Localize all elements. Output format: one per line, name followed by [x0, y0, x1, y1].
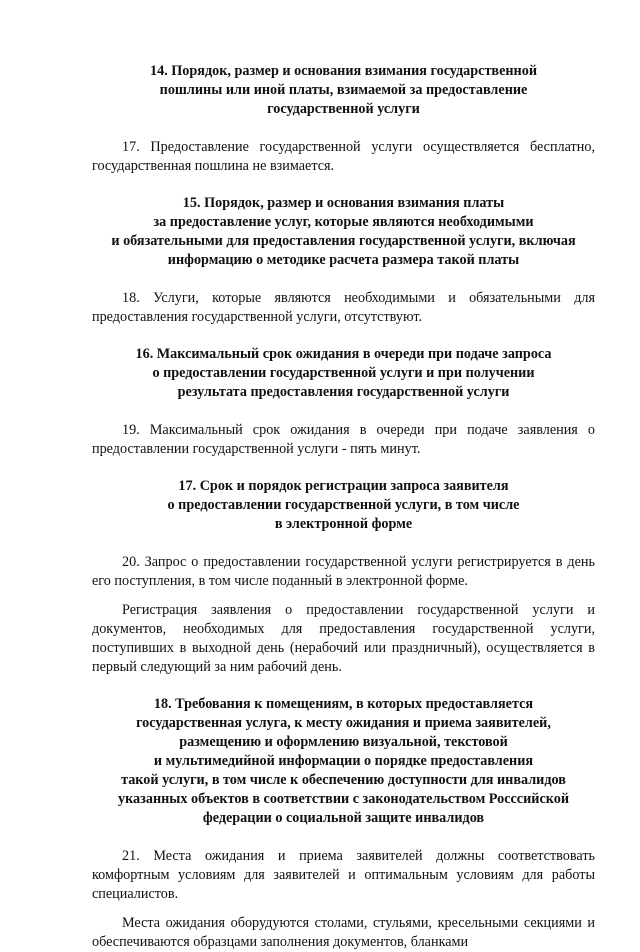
section-heading-18 — [92, 695, 595, 828]
heading-line: и обязательными для предоставления государственной услуги, включая — [111, 233, 576, 249]
heading-line: 14. Порядок, размер и основания взимания государственной — [149, 63, 538, 79]
section-heading-14 — [92, 62, 595, 119]
heading-line: государственной услуги — [267, 101, 420, 117]
paragraph-18: 18. Услуги, которые являются необходимыми и обязательными для предоставления государственной услуги, отсутствуют. — [92, 290, 595, 325]
heading-line: за предоставление услуг, которые являются необходимыми — [153, 214, 534, 230]
section-heading-17 — [92, 477, 595, 534]
heading-line: 17. Срок и порядок регистрации запроса заявителя — [178, 478, 509, 494]
paragraph-registration: Регистрация заявления о предоставлении государственной услуги и документов, необходимых для предоставления государственной услуги, поступивших в выходной день (нерабочий или праздничный), осуществляется в первый следующий за ним рабочий день. — [92, 602, 595, 675]
section-heading-15 — [92, 194, 595, 270]
section-heading-16 — [92, 345, 595, 402]
heading-line: федерации о социальной защите инвалидов — [202, 810, 485, 826]
heading-line: и мультимедийной информации о порядке предоставления — [153, 753, 534, 769]
paragraph-waiting-places: Места ожидания оборудуются столами, стульями, кресельными секциями и обеспечиваются образцами заполнения документов, бланками — [92, 915, 595, 950]
paragraph-17: 17. Предоставление государственной услуги осуществляется бесплатно, государственная пошлина не взимается. — [92, 139, 595, 174]
heading-line: пошлины или иной платы, взимаемой за предоставление — [159, 82, 528, 98]
heading-line: такой услуги, в том числе к обеспечению доступности для инвалидов — [121, 772, 566, 788]
heading-line: 15. Порядок, размер и основания взимания платы — [182, 195, 505, 211]
heading-line: размещению и оформлению визуальной, текстовой — [179, 734, 508, 750]
heading-line: указанных объектов в соответствии с законодательством Росссийской — [118, 791, 569, 807]
heading-line: информацию о методике расчета размера такой платы — [167, 252, 520, 268]
heading-line: в электронной форме — [274, 516, 413, 532]
heading-line: 18. Требования к помещениям, в которых предоставляется — [153, 696, 534, 712]
heading-line: 16. Максимальный срок ожидания в очереди при подаче запроса — [135, 346, 552, 362]
paragraph-19: 19. Максимальный срок ожидания в очереди при подаче заявления о предоставлении государственной услуги - пять минут. — [92, 422, 595, 457]
heading-line: о предоставлении государственной услуги, в том числе — [167, 497, 520, 513]
paragraph-21: 21. Места ожидания и приема заявителей должны соответствовать комфортным условиям для заявителей и оптимальным условиям для работы специалистов. — [92, 848, 595, 902]
heading-line: о предоставлении государственной услуги и при получении — [152, 365, 535, 381]
heading-line: государственная услуга, к месту ожидания и приема заявителей, — [136, 715, 551, 731]
paragraph-20: 20. Запрос о предоставлении государственной услуги регистрируется в день его поступления, в том числе поданный в электронной форме. — [92, 554, 595, 589]
heading-line: результата предоставления государственной услуги — [177, 384, 510, 400]
